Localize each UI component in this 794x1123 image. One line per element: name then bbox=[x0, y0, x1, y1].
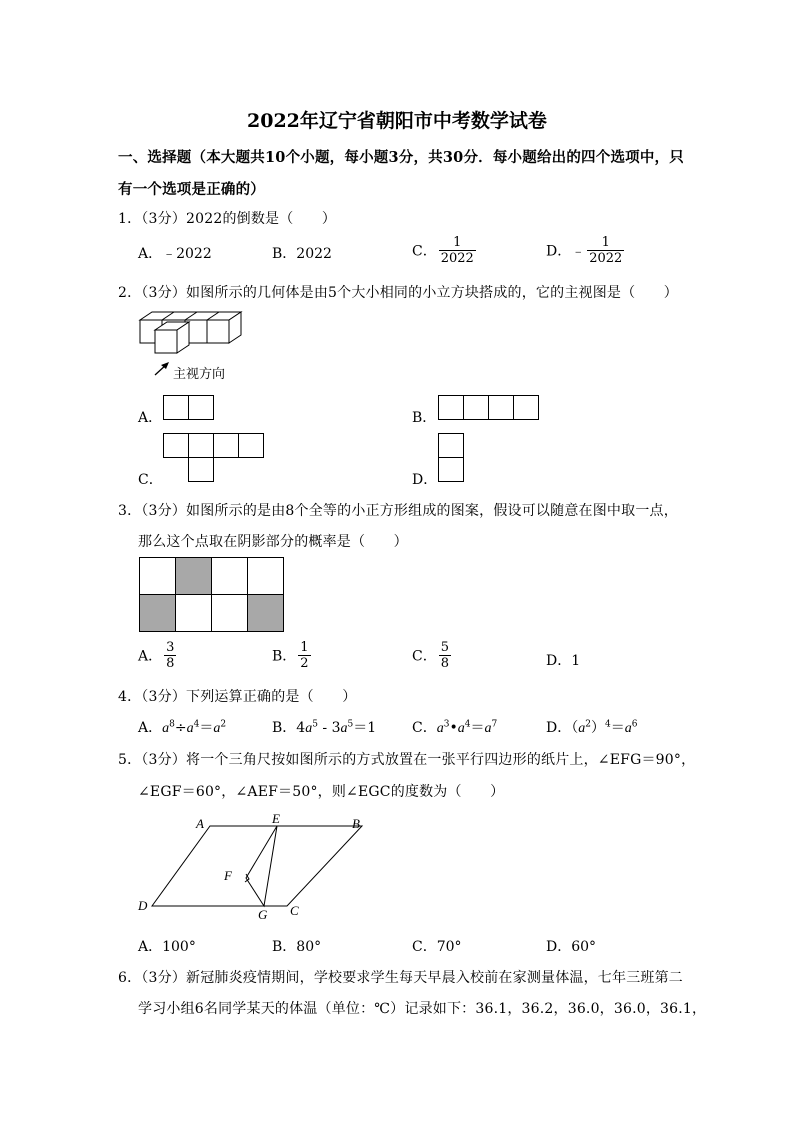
q3-option-d: D．1 bbox=[546, 653, 581, 669]
q1-option-b: B．2022 bbox=[272, 246, 332, 262]
q2-option-d-figure bbox=[435, 430, 469, 486]
q2-option-b-label: B． bbox=[412, 410, 437, 426]
q3-option-c: C． $\frac{5}{8}$ bbox=[412, 640, 449, 671]
q2-option-a-label: A． bbox=[138, 410, 163, 426]
q2-option-c-figure bbox=[160, 430, 268, 486]
q1-option-a: A．﹣2022 bbox=[138, 246, 212, 262]
q6-stem-line2: 学习小组6名同学某天的体温（单位：℃）记录如下：36.1，36.2，36.0，36.0，36.1， bbox=[138, 1001, 707, 1017]
q5-stem-line2: ∠EGF＝60°，∠AEF＝50°，则∠EGC的度数为（ ） bbox=[138, 784, 505, 800]
q5-parallelogram-figure bbox=[130, 808, 370, 924]
point-c-label: C bbox=[290, 903, 299, 918]
point-g-label: G bbox=[258, 907, 268, 922]
q2-cube-figure bbox=[135, 305, 255, 385]
q5-option-c: C．70° bbox=[412, 939, 462, 955]
q2-option-c-label: C． bbox=[138, 472, 163, 488]
q2-option-b-figure bbox=[435, 393, 543, 421]
q3-option-a: A． $\frac{3}{8}$ bbox=[138, 640, 175, 671]
section-heading-line2: 有一个选项是正确的） bbox=[118, 181, 265, 198]
point-f-label: F bbox=[224, 868, 232, 883]
point-a-label: A bbox=[196, 816, 204, 831]
q1-option-c: C． $\frac{1}{2022}$ bbox=[412, 235, 474, 266]
point-b-label: B bbox=[352, 816, 360, 831]
view-direction-label: 主视方向 bbox=[173, 367, 226, 382]
q3-option-b: B． $\frac{1}{2}$ bbox=[272, 640, 309, 671]
q1-stem: 1．（3分）2022的倒数是（ ） bbox=[118, 211, 337, 227]
q4-stem: 4．（3分）下列运算正确的是（ ） bbox=[118, 689, 357, 705]
q5-stem-line1: 5．（3分）将一个三角尺按如图所示的方式放置在一张平行四边形的纸片上，∠EFG＝90°， bbox=[118, 752, 696, 768]
point-d-label: D bbox=[138, 898, 148, 913]
point-e-label: E bbox=[272, 811, 280, 826]
q2-option-a-figure bbox=[160, 393, 218, 421]
q5-option-d: D．60° bbox=[546, 939, 597, 955]
q5-option-a: A．100° bbox=[138, 939, 196, 955]
q4-option-b: B．$4a^5 - 3a^5=1$ bbox=[272, 719, 377, 736]
section-heading-line1: 一、选择题（本大题共10个小题，每小题3分，共30分．每小题给出的四个选项中，只 bbox=[118, 149, 684, 166]
q6-stem-line1: 6．（3分）新冠肺炎疫情期间，学校要求学生每天早晨入校前在家测量体温，七年三班第二 bbox=[118, 970, 684, 986]
q4-option-c: C．$a^3•a^4=a^7$ bbox=[412, 719, 498, 736]
q5-option-b: B．80° bbox=[272, 939, 322, 955]
q3-stem-line1: 3．（3分）如图所示的是由8个全等的小正方形组成的图案，假设可以随意在图中取一点， bbox=[118, 503, 678, 519]
page-title: 2022年辽宁省朝阳市中考数学试卷 bbox=[247, 110, 547, 132]
q3-stem-line2: 那么这个点取在阴影部分的概率是（ ） bbox=[138, 534, 408, 550]
q2-option-d-label: D． bbox=[412, 472, 438, 488]
q4-option-d: D．$(a^2)^4=a^6$ bbox=[546, 719, 638, 736]
q4-option-a: A．$a^8\div a^4=a^2$ bbox=[138, 719, 227, 736]
q1-option-d: D．﹣ $\frac{1}{2022}$ bbox=[546, 235, 623, 266]
q2-stem: 2．（3分）如图所示的几何体是由5个大小相同的小立方块搭成的，它的主视图是（ ） bbox=[118, 285, 678, 301]
q3-grid-figure bbox=[136, 555, 288, 635]
